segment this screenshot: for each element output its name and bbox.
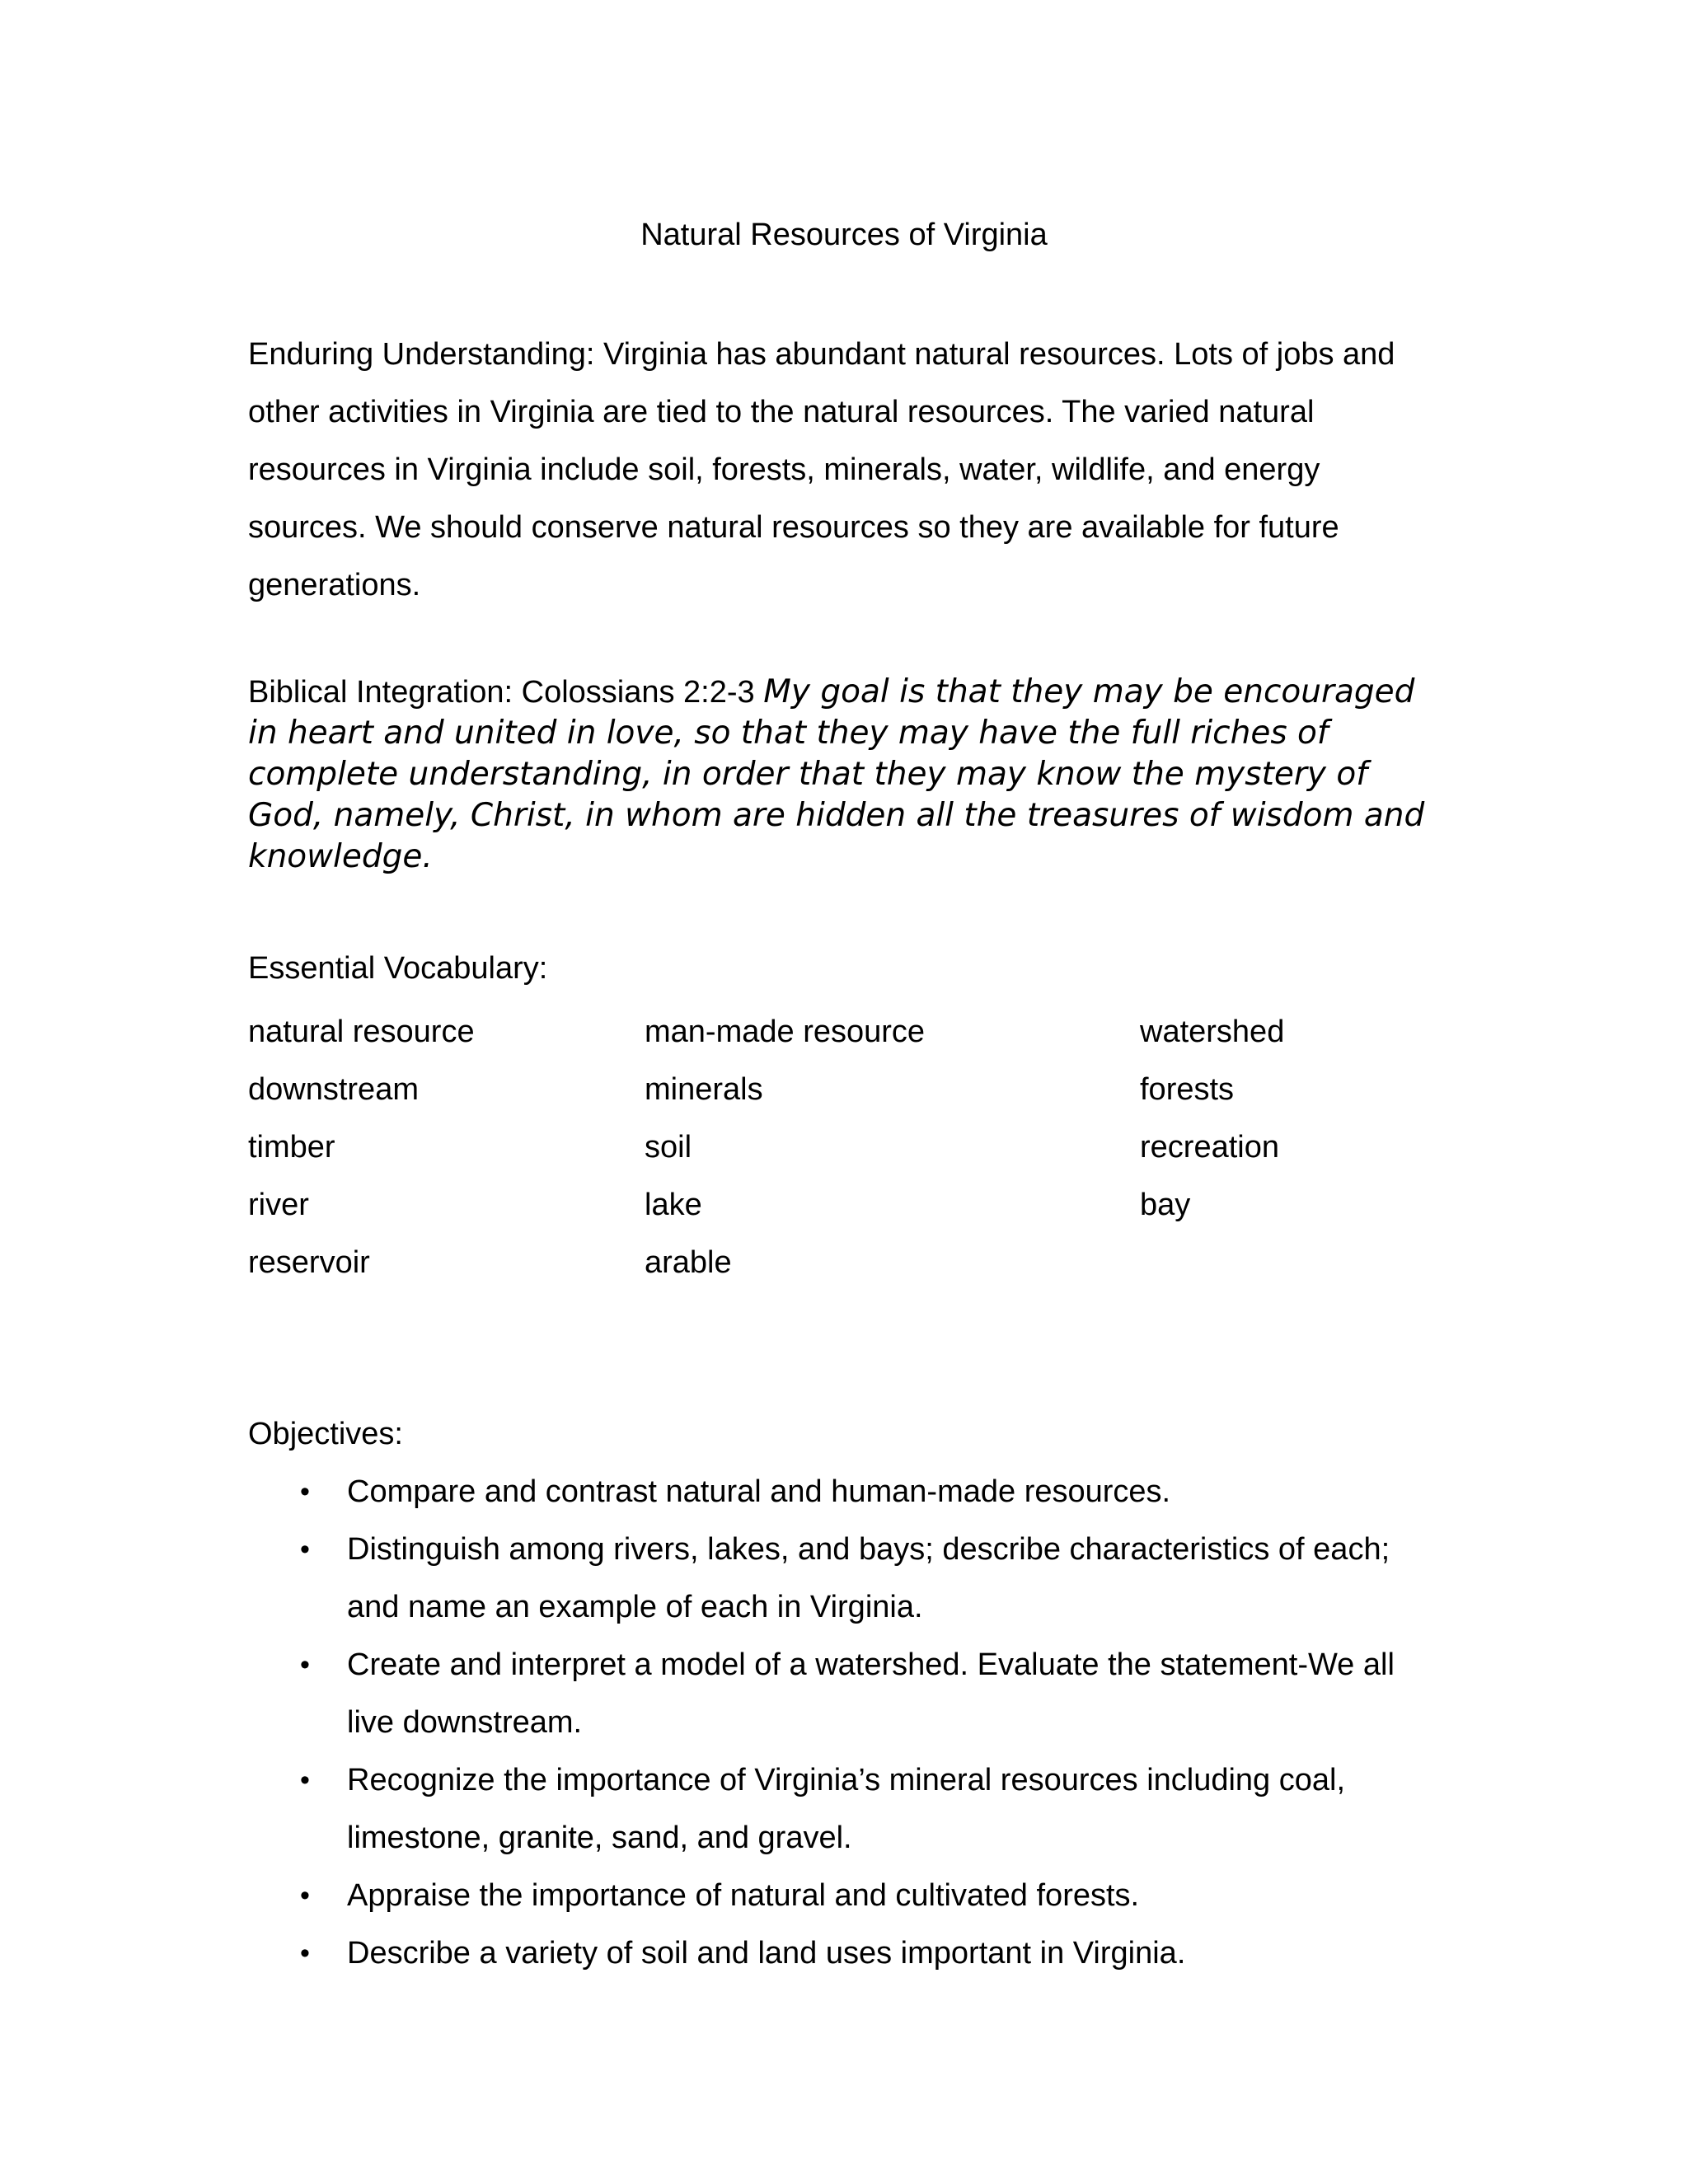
bullet-icon: •	[300, 1649, 310, 1680]
vocabulary-term	[1140, 1234, 1437, 1291]
vocabulary-term: man-made resource	[645, 1015, 926, 1049]
vocabulary-term: recreation	[1140, 1130, 1279, 1165]
vocabulary-row	[248, 1176, 1437, 1234]
vocabulary-table	[248, 1003, 1437, 1291]
vocabulary-term: bay	[1140, 1188, 1191, 1222]
vocabulary-term: minerals	[645, 1072, 763, 1107]
vocabulary-heading: Essential Vocabulary:	[248, 951, 548, 986]
vocabulary-term: reservoir	[248, 1245, 370, 1280]
vocabulary-term: soil	[645, 1130, 692, 1165]
objective-text: Create and interpret a model of a watershed. Evaluate the statement-We all live downstream.	[347, 1647, 1395, 1740]
vocabulary-term: lake	[645, 1188, 702, 1222]
objectives-list	[248, 1463, 1435, 1982]
objective-item	[248, 1867, 1435, 1924]
bullet-icon: •	[300, 1534, 310, 1565]
page-title: Natural Resources of Virginia	[640, 218, 1048, 252]
vocabulary-term: downstream	[248, 1072, 419, 1107]
objective-text: Describe a variety of soil and land uses important in Virginia.	[347, 1936, 1186, 1971]
objectives-heading: Objectives:	[248, 1417, 403, 1451]
enduring-understanding: Enduring Understanding: Virginia has abundant natural resources. Lots of jobs and other activities in Virginia are tied to the natural resources. The varied natural resources in Virginia include soil, forests, minerals, water, wildlife, and energy sources. We should conserve natural resources so they are available for future generations.	[248, 337, 1395, 602]
objective-item	[248, 1463, 1435, 1521]
bullet-icon: •	[300, 1765, 310, 1796]
vocabulary-term: arable	[645, 1245, 732, 1280]
bullet-icon: •	[300, 1880, 310, 1911]
vocabulary-row	[248, 1234, 1437, 1291]
objective-text: Compare and contrast natural and human-made resources.	[347, 1474, 1171, 1509]
bullet-icon: •	[300, 1938, 310, 1969]
vocabulary-term: forests	[1140, 1072, 1235, 1107]
objective-text: Recognize the importance of Virginia’s mineral resources including coal, limestone, granite, sand, and gravel.	[347, 1763, 1346, 1855]
vocabulary-term: natural resource	[248, 1015, 475, 1049]
biblical-verse: My goal is that they may be encouraged in heart and united in love, so that they may have the full riches of complete understanding, in order that they may know the mystery of God, namely, Christ, in whom are hidden all the treasures of wisdom and knowledge.	[248, 673, 1425, 875]
objective-item	[248, 1521, 1435, 1636]
vocabulary-term: watershed	[1140, 1015, 1285, 1049]
vocabulary-row	[248, 1118, 1437, 1176]
objective-text: Appraise the importance of natural and cultivated forests.	[347, 1878, 1140, 1913]
vocabulary-term: timber	[248, 1130, 335, 1165]
biblical-label: Biblical Integration: Colossians 2:2-3	[248, 675, 755, 710]
biblical-integration	[248, 672, 1435, 878]
objective-item	[248, 1924, 1435, 1982]
bullet-icon: •	[300, 1476, 310, 1507]
vocabulary-row	[248, 1061, 1437, 1118]
objective-item	[248, 1636, 1435, 1751]
objective-item	[248, 1751, 1435, 1867]
vocabulary-term: river	[248, 1188, 309, 1222]
objective-text: Distinguish among rivers, lakes, and bays; describe characteristics of each; and name an example of each in Virginia.	[347, 1532, 1390, 1624]
vocabulary-row	[248, 1003, 1437, 1061]
